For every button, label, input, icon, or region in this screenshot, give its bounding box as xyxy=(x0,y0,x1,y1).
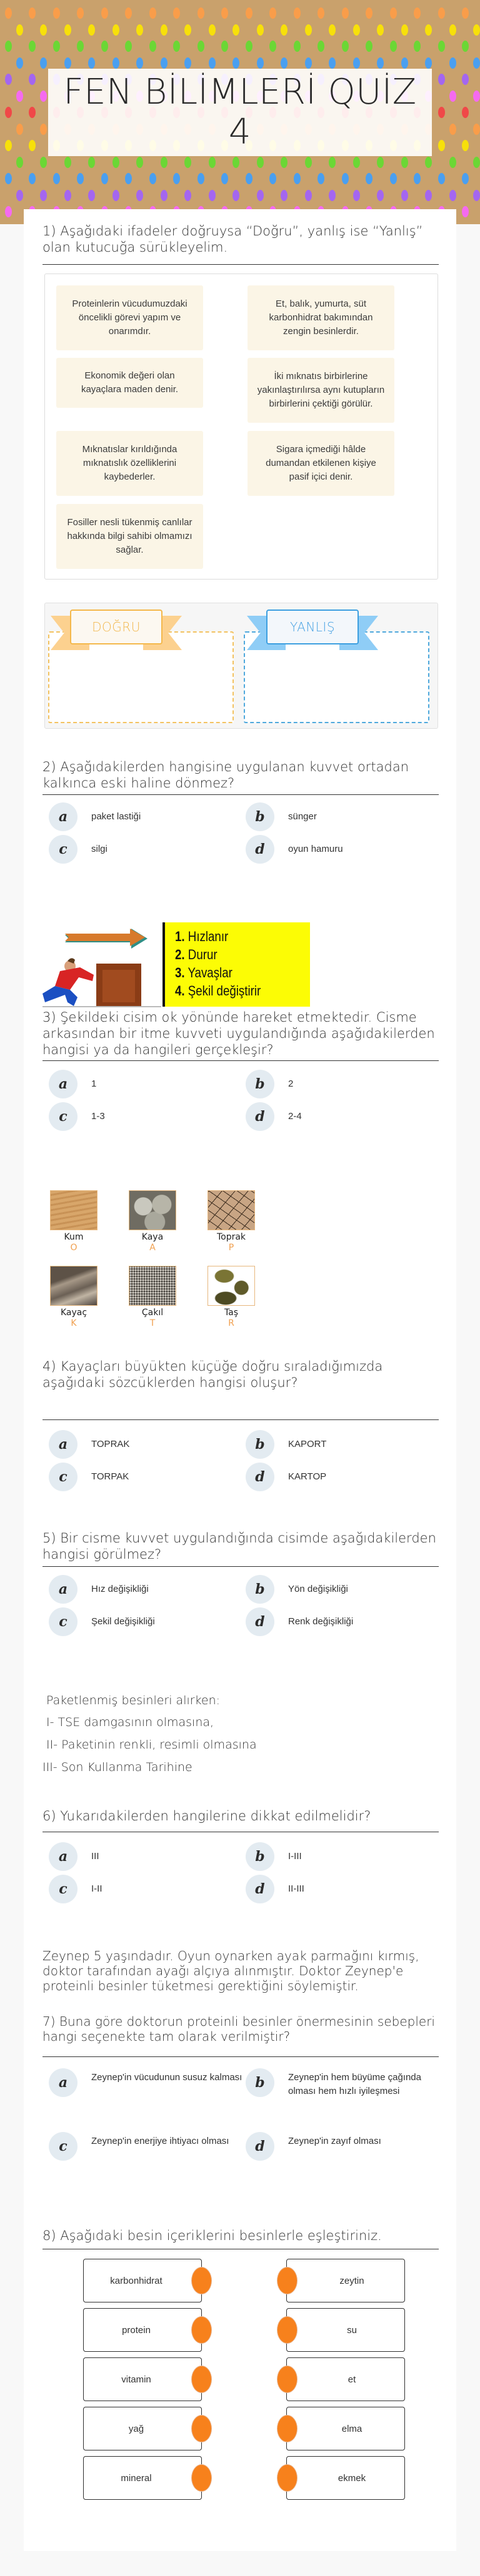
option-text: Yön değişikliği xyxy=(288,1584,348,1594)
option-letter: c xyxy=(49,1102,78,1131)
match-item-right: et xyxy=(286,2357,405,2401)
dot-row xyxy=(8,157,480,169)
option-d[interactable] xyxy=(246,1875,442,1903)
question-6-title: 6) Yukarıdakilerden hangilerine dikkat edilmelidir? xyxy=(42,1809,371,1823)
drag-item[interactable]: Mıknatıslar kırıldığında mıknatıslık özelliklerini kaybederler. xyxy=(56,431,203,496)
match-connector-dot-icon[interactable] xyxy=(191,2415,212,2442)
dot-row xyxy=(0,41,476,53)
option-text: Renk değişikliği xyxy=(288,1616,354,1627)
option-text: oyun hamuru xyxy=(288,844,343,854)
option-letter: a xyxy=(49,1070,78,1098)
option-letter: d xyxy=(246,1875,274,1903)
option-letter: a xyxy=(49,1575,78,1604)
option-text: Hız değişikliği xyxy=(91,1584,149,1594)
match-item-left: karbonhidrat xyxy=(83,2259,202,2302)
drop-zones xyxy=(44,603,438,729)
quiz-header-banner xyxy=(0,0,480,224)
match-connector-dot-icon[interactable] xyxy=(277,2316,298,2344)
option-text: TOPRAK xyxy=(91,1439,130,1449)
dot-row xyxy=(8,24,480,37)
sand-image xyxy=(50,1190,98,1230)
match-connector-dot-icon[interactable] xyxy=(191,2366,212,2393)
soil-image xyxy=(208,1190,255,1230)
option-letter: a xyxy=(49,2068,78,2097)
option-text: I-II xyxy=(91,1883,102,1894)
option-text: II-III xyxy=(288,1883,304,1894)
divider xyxy=(42,1060,439,1061)
option-letter: b xyxy=(246,1430,274,1459)
match-item-left: vitamin xyxy=(83,2357,202,2401)
option-a[interactable] xyxy=(49,802,246,831)
option-letter: c xyxy=(49,1875,78,1903)
divider xyxy=(42,794,439,795)
option-text: sünger xyxy=(288,811,317,822)
question-2-title: 2) Aşağıdakilerden hangisine uygulanan kuvvet ortadan kalkınca eski haline dönmez? xyxy=(42,759,409,791)
ribbon-true xyxy=(51,609,182,651)
match-item-right: zeytin xyxy=(286,2259,405,2302)
option-c[interactable] xyxy=(49,1607,246,1636)
option-letter: b xyxy=(246,1575,274,1604)
option-text: Zeynep'in zayıf olması xyxy=(288,2136,381,2146)
match-connector-dot-icon[interactable] xyxy=(277,2267,298,2294)
dot-row xyxy=(0,173,476,185)
divider xyxy=(42,2056,439,2057)
option-a[interactable] xyxy=(49,2068,246,2097)
quiz-card xyxy=(24,209,456,2551)
option-c[interactable] xyxy=(49,1102,246,1131)
option-letter: b xyxy=(246,1070,274,1098)
effect-item: 3. Yavaşlar xyxy=(175,965,232,980)
drag-item[interactable]: Fosiller nesli tükenmiş canlılar hakkında bilgi sahibi olmamızı sağlar. xyxy=(56,504,203,569)
effect-item: 1. Hızlanır xyxy=(175,929,229,944)
option-c[interactable] xyxy=(49,835,246,864)
rock-kum: Kum O xyxy=(50,1190,98,1253)
drag-items-container xyxy=(44,274,438,580)
match-connector-dot-icon[interactable] xyxy=(277,2464,298,2492)
question-3-title: 3) Şekildeki cisim ok yönünde hareket etmektedir. Cisme arkasından bir itme kuvveti uygulandığında aşağıdakilerden hangisi ya da hangileri gerçekleşir? xyxy=(42,1010,435,1057)
option-d[interactable] xyxy=(246,1102,442,1131)
option-b[interactable] xyxy=(246,2068,442,2098)
rock-cakil: Çakıl T xyxy=(129,1266,176,1329)
option-letter: a xyxy=(49,1430,78,1459)
rock-toprak: Toprak P xyxy=(208,1190,255,1253)
divider xyxy=(42,1566,439,1567)
ribbon-false xyxy=(247,609,378,651)
option-letter: d xyxy=(246,1607,274,1636)
match-item-left: mineral xyxy=(83,2456,202,2500)
option-a[interactable] xyxy=(49,1430,246,1459)
option-b[interactable] xyxy=(246,1842,442,1871)
quiz-title: FEN BİLİMLERİ QUİZ xyxy=(63,72,417,112)
drag-item[interactable]: Et, balık, yumurta, süt karbonhidrat bakımından zengin besinlerdir. xyxy=(248,285,394,350)
option-d[interactable] xyxy=(246,2132,442,2161)
option-text: 1 xyxy=(91,1078,97,1089)
match-item-right: ekmek xyxy=(286,2456,405,2500)
option-text: paket lastiği xyxy=(91,811,141,822)
dot-row xyxy=(8,57,480,70)
option-letter: c xyxy=(49,2132,78,2161)
option-text: Zeynep'in vücudunun susuz kalması xyxy=(91,2072,242,2083)
option-letter: d xyxy=(246,835,274,864)
option-letter: b xyxy=(246,2068,274,2097)
divider xyxy=(42,264,439,265)
question-7-context: Zeynep 5 yaşındadır. Oyun oynarken ayak parmağını kırmış, doktor tarafından ayağı alçıya alınmıştır. Doktor Zeynep'e proteinli besinler tüketmesi gerektiğini söylemiştir. xyxy=(42,1948,419,1993)
option-text: Şekil değişikliği xyxy=(91,1616,155,1627)
option-letter: b xyxy=(246,802,274,831)
option-text: 2-4 xyxy=(288,1111,302,1122)
option-letter: d xyxy=(246,1102,274,1131)
option-text: III xyxy=(91,1851,99,1862)
bedrock-image xyxy=(50,1266,98,1306)
match-connector-dot-icon[interactable] xyxy=(191,2316,212,2344)
option-b[interactable] xyxy=(246,802,442,831)
option-c[interactable] xyxy=(49,1875,246,1903)
option-a[interactable] xyxy=(49,1070,246,1098)
drag-item[interactable]: Proteinlerin vücudumuzdaki öncelikli görevi yapım ve onarımdır. xyxy=(56,285,203,350)
drop-label-false: YANLIŞ xyxy=(266,609,359,644)
effect-item: 2. Durur xyxy=(175,947,218,962)
question-3-image xyxy=(42,921,310,1009)
option-d[interactable] xyxy=(246,835,442,864)
question-5-title: 5) Bir cisme kuvvet uygulandığında cisimde aşağıdakilerden hangisi görülmez? xyxy=(42,1531,436,1562)
quiz-number: 4 xyxy=(228,112,252,152)
option-text: KARTOP xyxy=(288,1471,327,1482)
person-pushing-box-icon xyxy=(42,921,161,1009)
option-text: Zeynep'in hem büyüme çağında olması hem hızlı iyileşmesi xyxy=(288,2072,421,2096)
match-connector-dot-icon[interactable] xyxy=(277,2415,298,2442)
option-letter: c xyxy=(49,835,78,864)
dot-row xyxy=(0,7,476,20)
drag-item[interactable]: Ekonomik değeri olan kayaçlara maden denir. xyxy=(56,358,203,408)
title-box xyxy=(48,69,432,156)
rock-kaya: Kaya A xyxy=(129,1190,176,1253)
question-1-title: 1) Aşağıdaki ifadeler doğruysa “Doğru”, yanlış ise “Yanlış” olan kutucuğa sürükleyelim. xyxy=(42,224,423,255)
match-item-left: yağ xyxy=(83,2407,202,2450)
stone-image xyxy=(208,1266,255,1306)
question-6-context-line: III- Son Kullanma Tarihine xyxy=(42,1760,192,1774)
question-7-title: 7) Buna göre doktorun proteinli besinler önermesinin sebepleri hangi seçenekte tam olarak verilmiştir? xyxy=(42,2014,435,2044)
drop-label-true: DOĞRU xyxy=(70,609,162,644)
rock-kayac: Kayaç K xyxy=(50,1266,98,1329)
question-6-context-line: Paketlenmiş besinleri alırken: xyxy=(42,1694,221,1707)
option-text: 1-3 xyxy=(91,1111,105,1122)
question-4-title: 4) Kayaçları büyükten küçüğe doğru sıraladığımızda aşağıdaki sözcüklerden hangisi oluşur? xyxy=(42,1359,383,1390)
option-letter: a xyxy=(49,802,78,831)
drag-item[interactable]: Sigara içmediği hâlde dumandan etkilenen kişiye pasif içici denir. xyxy=(248,431,394,496)
option-b[interactable] xyxy=(246,1575,442,1604)
drag-item[interactable]: İki mıknatıs birbirlerine yakınlaştırılırsa aynı kutupların birbirlerini çektiği görülür. xyxy=(248,358,394,423)
option-text: 2 xyxy=(288,1078,294,1089)
option-a[interactable] xyxy=(49,1842,246,1871)
option-text: silgi xyxy=(91,844,108,854)
match-item-left: protein xyxy=(83,2308,202,2352)
divider xyxy=(42,1419,439,1420)
option-c[interactable] xyxy=(49,2132,246,2161)
option-b[interactable] xyxy=(246,1430,442,1459)
question-8-title: 8) Aşağıdaki besin içeriklerini besinlerle eşleştiriniz. xyxy=(42,2228,382,2243)
option-letter: a xyxy=(49,1842,78,1871)
match-item-right: su xyxy=(286,2308,405,2352)
option-letter: b xyxy=(246,1842,274,1871)
dot-row xyxy=(8,190,480,202)
option-b[interactable] xyxy=(246,1070,442,1098)
option-d[interactable] xyxy=(246,1607,442,1636)
option-letter: c xyxy=(49,1607,78,1636)
question-6-context-line: I- TSE damgasının olmasına, xyxy=(42,1715,214,1729)
effect-item: 4. Şekil değiştirir xyxy=(175,983,261,999)
question-6-context-line: II- Paketinin renkli, resimli olmasına xyxy=(42,1738,257,1752)
option-text: KAPORT xyxy=(288,1439,327,1449)
option-text: I-III xyxy=(288,1851,302,1862)
option-text: Zeynep'in enerjiye ihtiyacı olması xyxy=(91,2136,229,2146)
match-connector-dot-icon[interactable] xyxy=(191,2464,212,2492)
option-letter: d xyxy=(246,1463,274,1491)
option-letter: c xyxy=(49,1463,78,1491)
option-a[interactable] xyxy=(49,1575,246,1604)
option-d[interactable] xyxy=(246,1463,442,1491)
option-c[interactable] xyxy=(49,1463,246,1491)
match-connector-dot-icon[interactable] xyxy=(191,2267,212,2294)
rock-image xyxy=(129,1190,176,1230)
gravel-image xyxy=(129,1266,176,1306)
match-connector-dot-icon[interactable] xyxy=(277,2366,298,2393)
match-item-right: elma xyxy=(286,2407,405,2450)
option-letter: d xyxy=(246,2132,274,2161)
effects-list-box xyxy=(162,922,310,1007)
rock-tas: Taş R xyxy=(208,1266,255,1329)
option-text: TORPAK xyxy=(91,1471,129,1482)
